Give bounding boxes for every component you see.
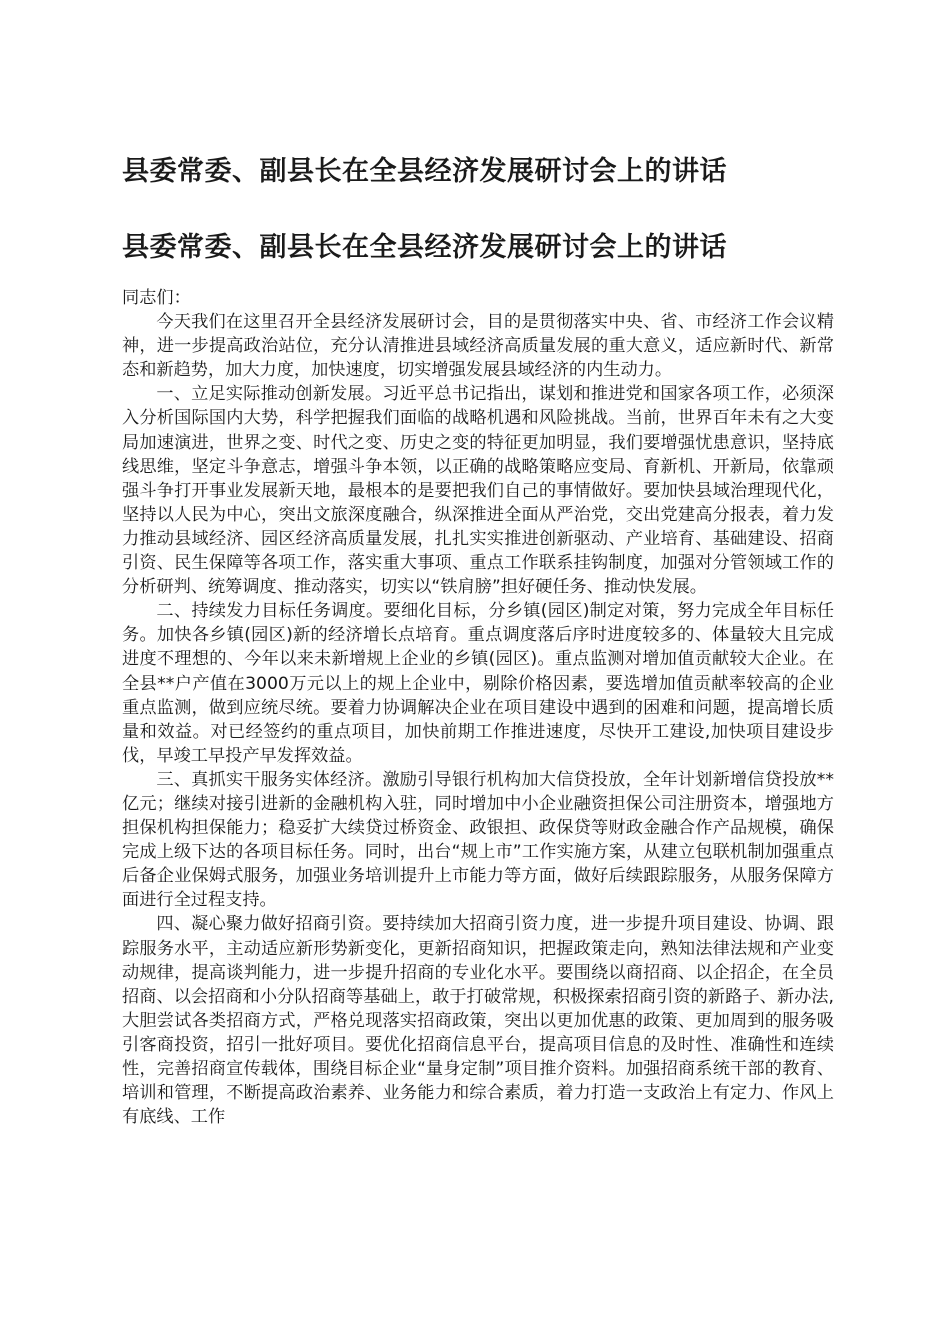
salutation: 同志们： <box>122 288 191 308</box>
document-title: 县委常委、副县长在全县经济发展研讨会上的讲话 <box>122 156 727 187</box>
paragraph-section-1: 一、立足实际推动创新发展。习近平总书记指出，谋划和推进党和国家各项工作，必须深入分析国际国内大势，科学把握我们面临的战略机遇和风险挑战。当前，世界百年未有之大变局加速演进，世界之变、时代之变、历史之变的特征更加明显，我们要增强忧患意识，坚持底线思维，坚定斗争意志，增强斗争本领，以正确的战略策略应变局、育新机、开新局，依靠顽强斗争打开事业发展新天地，最根本的是要把我们自己的事情做好。要加快县域治理现代化，坚持以人民为中心，突出文旅深度融合，纵深推进全面从严治党，交出党建高分报表，着力发力推动县域经济、园区经济高质量发展，扎扎实实推进创新驱动、产业培育、基础建设、招商引资、民生保障等各项工作，落实重大事项、重点工作联系挂钩制度，加强对分管领域工作的分析研判、统筹调度、推动落实，切实以“铁肩膀”担好硬任务、推动快发展。 <box>122 384 834 598</box>
paragraph-section-4: 四、凝心聚力做好招商引资。要持续加大招商引资力度，进一步提升项目建设、协调、跟踪服务水平，主动适应新形势新变化，更新招商知识，把握政策走向，熟知法律法规和产业变动规律，提高谈判能力，进一步提升招商的专业化水平。要围绕以商招商、以企招企，在全员招商、以会招商和小分队招商等基础上，敢于打破常规，积极探索招商引资的新路子、新办法,大胆尝试各类招商方式，严格兑现落实招商政策，突出以更加优惠的政策、更加周到的服务吸引客商投资，招引一批好项目。要优化招商信息平台，提高项目信息的及时性、准确性和连续性，完善招商宣传载体，围绕目标企业“量身定制”项目推介资料。加强招商系统干部的教育、培训和管理，不断提高政治素养、业务能力和综合素质，着力打造一支政治上有定力、作风上有底线、工作 <box>122 914 834 1128</box>
paragraph-intro: 今天我们在这里召开全县经济发展研讨会，目的是贯彻落实中央、省、市经济工作会议精神，进一步提高政治站位，充分认清推进县域经济高质量发展的重大意义，适应新时代、新常态和新趋势，加大力度，加快速度，切实增强发展县域经济的内生动力。 <box>122 312 834 381</box>
paragraph-section-3: 三、真抓实干服务实体经济。激励引导银行机构加大信贷投放，全年计划新增信贷投放**亿元；继续对接引进新的金融机构入驻，同时增加中小企业融资担保公司注册资本，增强地方担保机构担保能力；稳妥扩大续贷过桥资金、政银担、政保贷等财政金融合作产品规模，确保完成上级下达的各项目标任务。同时，出台“规上市”工作实施方案，从建立包联机制加强重点后备企业保姆式服务，加强业务培训提升上市能力等方面，做好后续跟踪服务，从服务保障方面进行全过程支持。 <box>122 769 834 911</box>
document-body <box>122 286 834 1129</box>
document-subtitle: 县委常委、副县长在全县经济发展研讨会上的讲话 <box>122 232 727 263</box>
paragraph-section-2: 二、持续发力目标任务调度。要细化目标，分乡镇(园区)制定对策，努力完成全年目标任务。加快各乡镇(园区)新的经济增长点培育。重点调度落后序时进度较多的、体量较大且完成进度不理想的、今年以来未新增规上企业的乡镇(园区)。重点监测对增加值贡献较大企业。在全县**户产值在3000万元以上的规上企业中，剔除价格因素，要选增加值贡献率较高的企业重点监测，做到应统尽统。要着力协调解决企业在项目建设中遇到的困难和问题，提高增长质量和效益。对已经签约的重点项目，加快前期工作推进速度，尽快开工建设,加快项目建设步伐，早竣工早投产早发挥效益。 <box>122 601 834 766</box>
